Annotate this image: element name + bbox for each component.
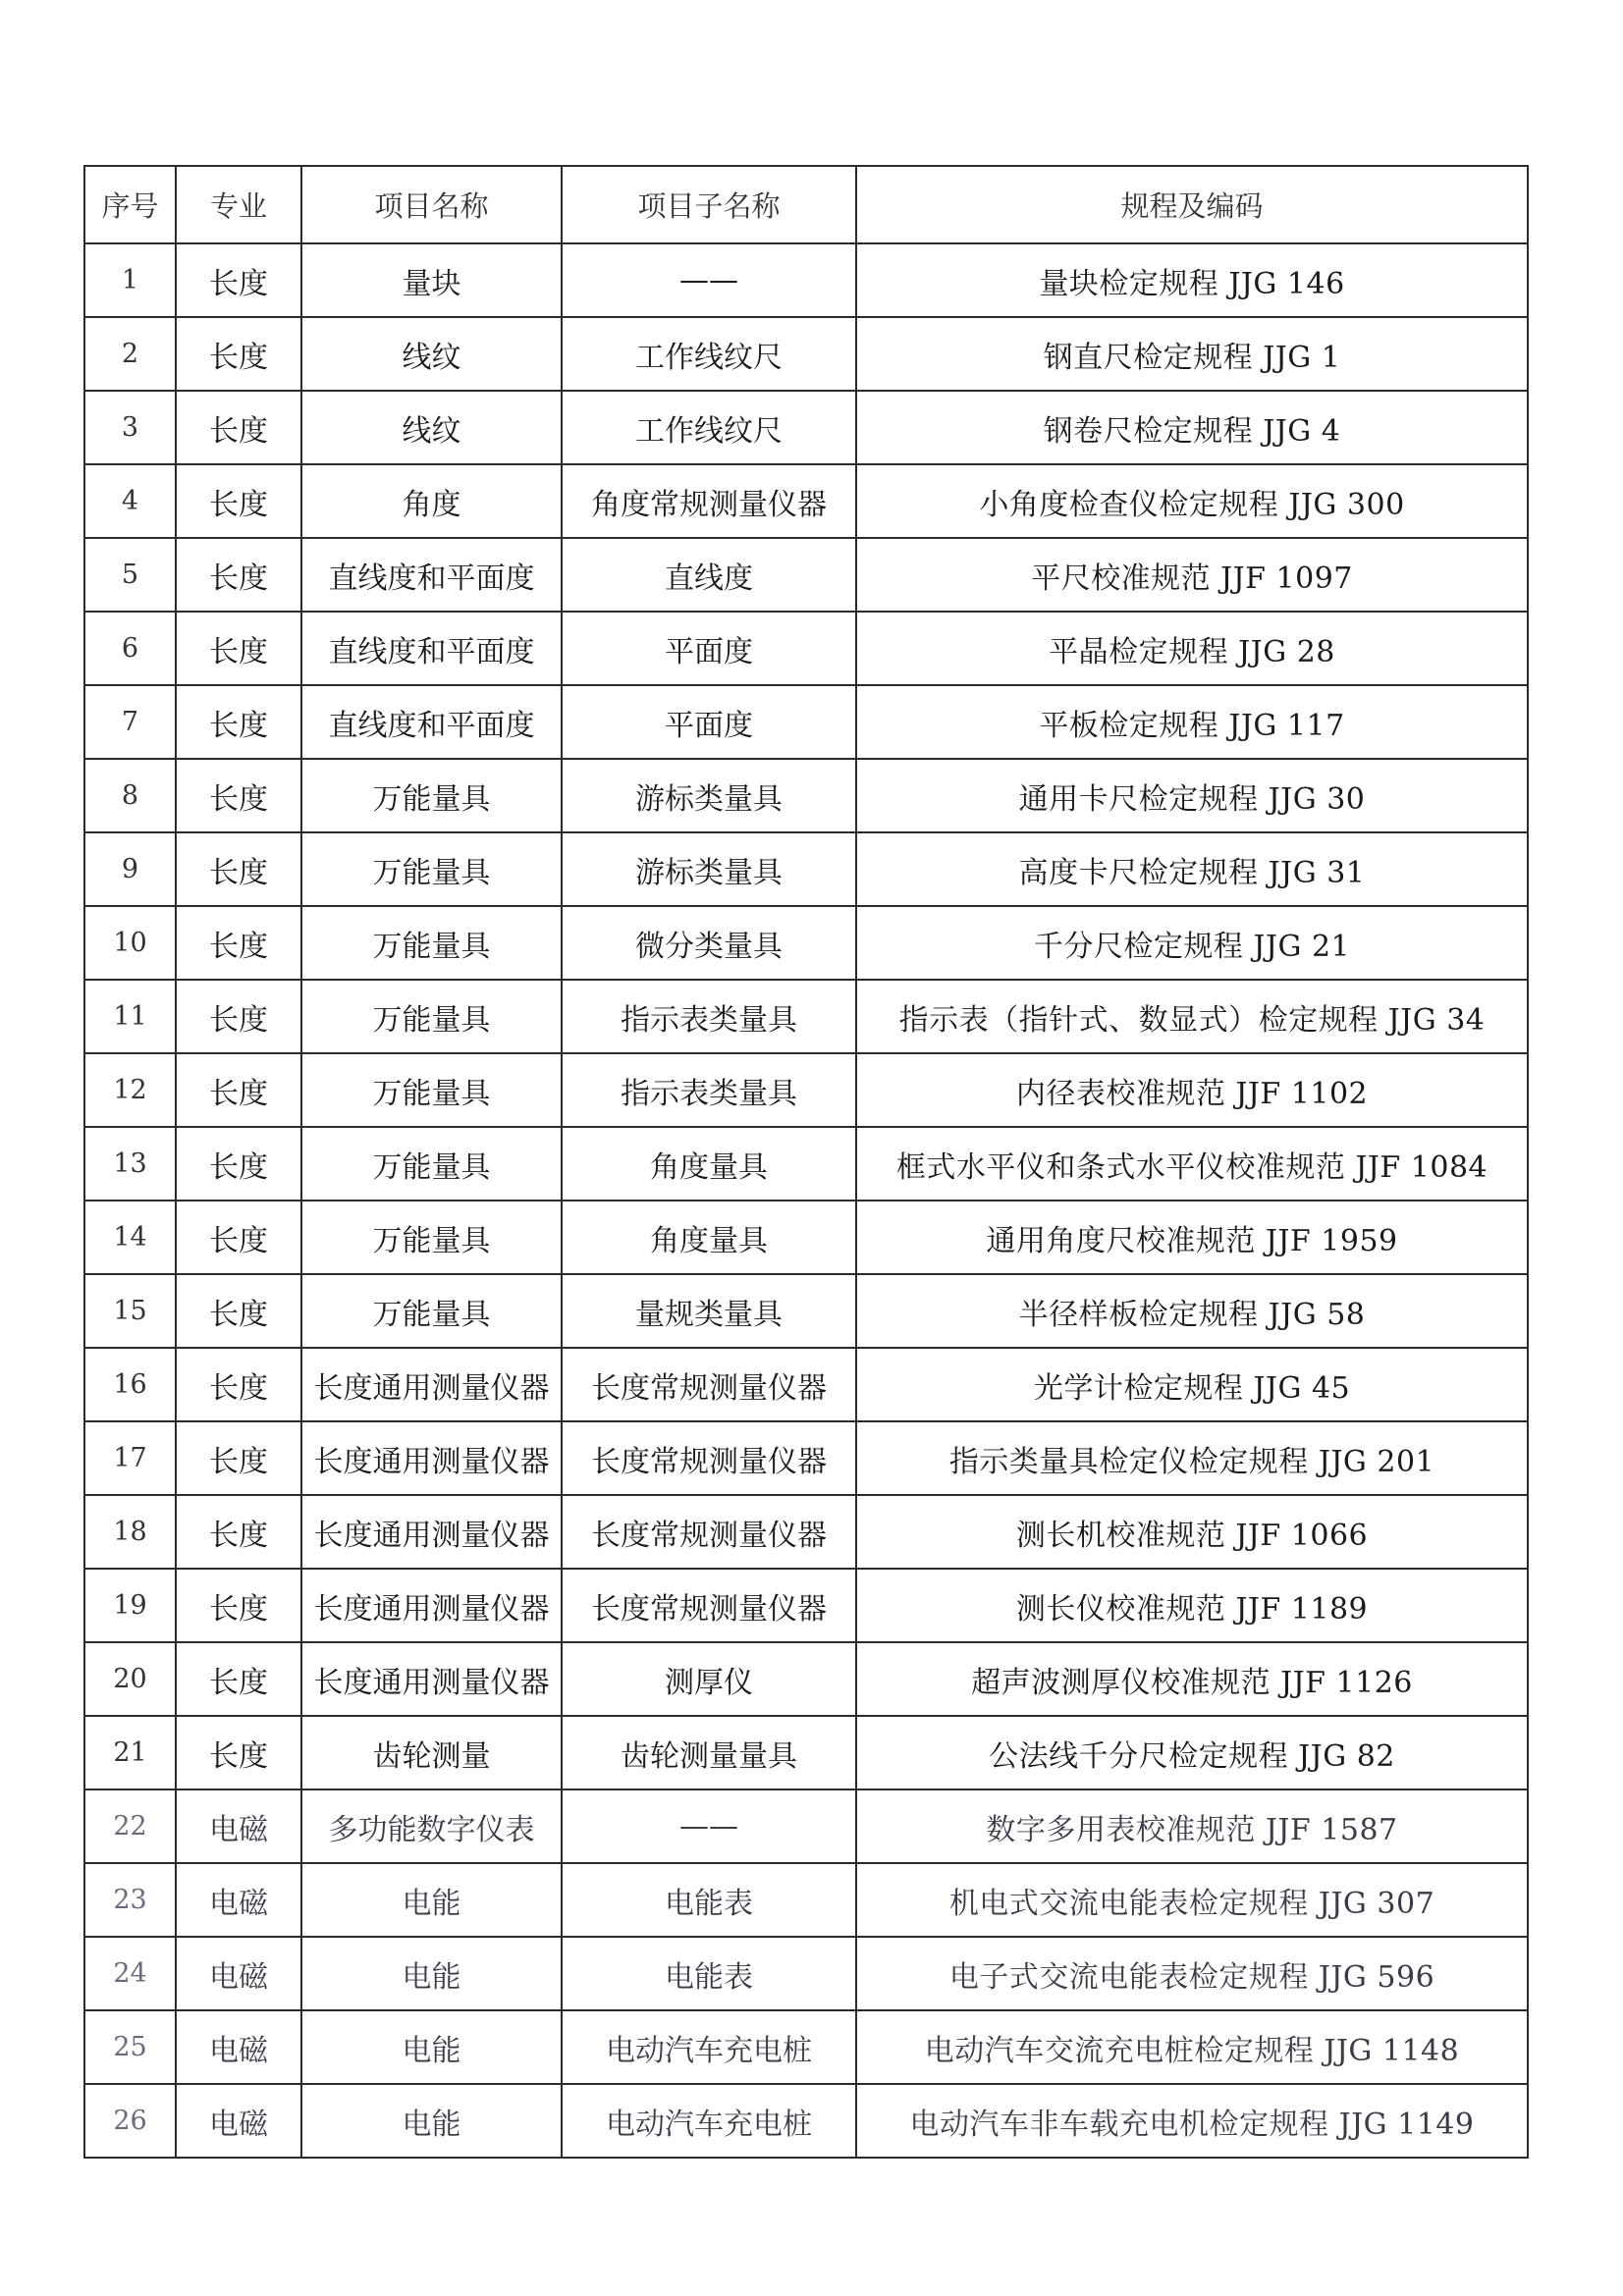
cell-subproject-name: 电动汽车充电桩: [562, 2010, 856, 2084]
cell-specialty: 长度: [176, 243, 301, 317]
cell-project-name: 万能量具: [301, 906, 562, 980]
cell-project-name: 长度通用测量仪器: [301, 1569, 562, 1642]
cell-project-name: 万能量具: [301, 1274, 562, 1348]
cell-regulation-code: 平晶检定规程 JJG 28: [856, 612, 1528, 685]
cell-serial-number: 6: [84, 612, 176, 685]
cell-serial-number: 20: [84, 1642, 176, 1716]
cell-regulation-code: 光学计检定规程 JJG 45: [856, 1348, 1528, 1421]
cell-subproject-name: 长度常规测量仪器: [562, 1421, 856, 1495]
cell-serial-number: 12: [84, 1053, 176, 1127]
cell-regulation-code: 平板检定规程 JJG 117: [856, 685, 1528, 759]
cell-specialty: 电磁: [176, 1863, 301, 1937]
cell-serial-number: 24: [84, 1937, 176, 2010]
cell-subproject-name: 游标类量具: [562, 759, 856, 832]
table-row: [84, 1421, 1528, 1495]
cell-regulation-code: 钢卷尺检定规程 JJG 4: [856, 391, 1528, 464]
cell-subproject-name: 游标类量具: [562, 832, 856, 906]
cell-project-name: 角度: [301, 464, 562, 538]
table-row: [84, 1642, 1528, 1716]
table-row: [84, 980, 1528, 1053]
cell-regulation-code: 数字多用表校准规范 JJF 1587: [856, 1789, 1528, 1863]
cell-subproject-name: ——: [562, 243, 856, 317]
cell-subproject-name: 直线度: [562, 538, 856, 612]
cell-specialty: 长度: [176, 317, 301, 391]
cell-serial-number: 3: [84, 391, 176, 464]
table-row: [84, 2010, 1528, 2084]
table-row: [84, 1937, 1528, 2010]
table-row: [84, 612, 1528, 685]
table-row: [84, 1053, 1528, 1127]
cell-project-name: 齿轮测量: [301, 1716, 562, 1789]
cell-specialty: 电磁: [176, 1937, 301, 2010]
cell-project-name: 电能: [301, 2010, 562, 2084]
header-specialty: 专业: [176, 166, 301, 243]
cell-serial-number: 18: [84, 1495, 176, 1569]
cell-serial-number: 2: [84, 317, 176, 391]
cell-subproject-name: 齿轮测量量具: [562, 1716, 856, 1789]
regulation-table: [83, 165, 1529, 2159]
cell-regulation-code: 半径样板检定规程 JJG 58: [856, 1274, 1528, 1348]
cell-subproject-name: 测厚仪: [562, 1642, 856, 1716]
cell-subproject-name: 角度量具: [562, 1201, 856, 1274]
cell-project-name: 万能量具: [301, 1127, 562, 1201]
table-row: [84, 391, 1528, 464]
cell-serial-number: 11: [84, 980, 176, 1053]
cell-project-name: 万能量具: [301, 832, 562, 906]
cell-specialty: 长度: [176, 1127, 301, 1201]
cell-regulation-code: 量块检定规程 JJG 146: [856, 243, 1528, 317]
cell-project-name: 量块: [301, 243, 562, 317]
cell-serial-number: 9: [84, 832, 176, 906]
cell-specialty: 长度: [176, 685, 301, 759]
table-row: [84, 1716, 1528, 1789]
cell-serial-number: 17: [84, 1421, 176, 1495]
cell-regulation-code: 测长机校准规范 JJF 1066: [856, 1495, 1528, 1569]
cell-project-name: 电能: [301, 1863, 562, 1937]
cell-regulation-code: 公法线千分尺检定规程 JJG 82: [856, 1716, 1528, 1789]
cell-specialty: 长度: [176, 832, 301, 906]
cell-project-name: 直线度和平面度: [301, 538, 562, 612]
cell-subproject-name: 指示表类量具: [562, 1053, 856, 1127]
table-row: [84, 1495, 1528, 1569]
cell-subproject-name: ——: [562, 1789, 856, 1863]
cell-specialty: 长度: [176, 980, 301, 1053]
cell-specialty: 长度: [176, 1421, 301, 1495]
cell-project-name: 线纹: [301, 391, 562, 464]
table-row: [84, 1274, 1528, 1348]
cell-project-name: 电能: [301, 1937, 562, 2010]
cell-serial-number: 16: [84, 1348, 176, 1421]
cell-specialty: 长度: [176, 1642, 301, 1716]
cell-regulation-code: 测长仪校准规范 JJF 1189: [856, 1569, 1528, 1642]
table-header: [84, 166, 1528, 243]
cell-regulation-code: 高度卡尺检定规程 JJG 31: [856, 832, 1528, 906]
cell-specialty: 长度: [176, 1201, 301, 1274]
cell-project-name: 直线度和平面度: [301, 612, 562, 685]
header-project-name: 项目名称: [301, 166, 562, 243]
cell-specialty: 长度: [176, 1274, 301, 1348]
table-row: [84, 1201, 1528, 1274]
table-row: [84, 317, 1528, 391]
cell-regulation-code: 电子式交流电能表检定规程 JJG 596: [856, 1937, 1528, 2010]
cell-serial-number: 14: [84, 1201, 176, 1274]
cell-serial-number: 23: [84, 1863, 176, 1937]
cell-project-name: 长度通用测量仪器: [301, 1642, 562, 1716]
cell-serial-number: 13: [84, 1127, 176, 1201]
cell-subproject-name: 平面度: [562, 685, 856, 759]
cell-regulation-code: 指示表（指针式、数显式）检定规程 JJG 34: [856, 980, 1528, 1053]
cell-regulation-code: 超声波测厚仪校准规范 JJF 1126: [856, 1642, 1528, 1716]
table-row: [84, 1789, 1528, 1863]
cell-specialty: 长度: [176, 464, 301, 538]
cell-project-name: 万能量具: [301, 759, 562, 832]
cell-serial-number: 5: [84, 538, 176, 612]
cell-specialty: 长度: [176, 1348, 301, 1421]
cell-subproject-name: 微分类量具: [562, 906, 856, 980]
cell-subproject-name: 长度常规测量仪器: [562, 1348, 856, 1421]
cell-project-name: 线纹: [301, 317, 562, 391]
cell-specialty: 长度: [176, 1053, 301, 1127]
cell-project-name: 电能: [301, 2084, 562, 2158]
cell-regulation-code: 电动汽车非车载充电机检定规程 JJG 1149: [856, 2084, 1528, 2158]
cell-regulation-code: 通用角度尺校准规范 JJF 1959: [856, 1201, 1528, 1274]
cell-serial-number: 15: [84, 1274, 176, 1348]
cell-project-name: 长度通用测量仪器: [301, 1421, 562, 1495]
cell-regulation-code: 小角度检查仪检定规程 JJG 300: [856, 464, 1528, 538]
cell-subproject-name: 工作线纹尺: [562, 391, 856, 464]
cell-regulation-code: 千分尺检定规程 JJG 21: [856, 906, 1528, 980]
cell-project-name: 直线度和平面度: [301, 685, 562, 759]
cell-regulation-code: 电动汽车交流充电桩检定规程 JJG 1148: [856, 2010, 1528, 2084]
header-regulation-code: 规程及编码: [856, 166, 1528, 243]
cell-serial-number: 22: [84, 1789, 176, 1863]
cell-specialty: 长度: [176, 759, 301, 832]
cell-subproject-name: 电能表: [562, 1937, 856, 2010]
cell-regulation-code: 钢直尺检定规程 JJG 1: [856, 317, 1528, 391]
cell-serial-number: 26: [84, 2084, 176, 2158]
cell-regulation-code: 指示类量具检定仪检定规程 JJG 201: [856, 1421, 1528, 1495]
cell-subproject-name: 长度常规测量仪器: [562, 1495, 856, 1569]
cell-specialty: 长度: [176, 1495, 301, 1569]
cell-regulation-code: 内径表校准规范 JJF 1102: [856, 1053, 1528, 1127]
cell-subproject-name: 角度常规测量仪器: [562, 464, 856, 538]
header-row: [84, 166, 1528, 243]
cell-project-name: 万能量具: [301, 1053, 562, 1127]
cell-regulation-code: 框式水平仪和条式水平仪校准规范 JJF 1084: [856, 1127, 1528, 1201]
table-row: [84, 1348, 1528, 1421]
document-sheet: [83, 165, 1527, 2159]
cell-project-name: 长度通用测量仪器: [301, 1495, 562, 1569]
cell-subproject-name: 长度常规测量仪器: [562, 1569, 856, 1642]
cell-regulation-code: 机电式交流电能表检定规程 JJG 307: [856, 1863, 1528, 1937]
cell-serial-number: 25: [84, 2010, 176, 2084]
cell-specialty: 长度: [176, 1716, 301, 1789]
table-row: [84, 2084, 1528, 2158]
table-row: [84, 538, 1528, 612]
cell-specialty: 电磁: [176, 2010, 301, 2084]
cell-project-name: 长度通用测量仪器: [301, 1348, 562, 1421]
cell-serial-number: 10: [84, 906, 176, 980]
table-row: [84, 1569, 1528, 1642]
header-serial-number: 序号: [84, 166, 176, 243]
cell-serial-number: 8: [84, 759, 176, 832]
cell-subproject-name: 量规类量具: [562, 1274, 856, 1348]
cell-regulation-code: 通用卡尺检定规程 JJG 30: [856, 759, 1528, 832]
cell-project-name: 多功能数字仪表: [301, 1789, 562, 1863]
cell-subproject-name: 电能表: [562, 1863, 856, 1937]
table-row: [84, 759, 1528, 832]
table-row: [84, 464, 1528, 538]
table-row: [84, 685, 1528, 759]
cell-subproject-name: 工作线纹尺: [562, 317, 856, 391]
cell-subproject-name: 电动汽车充电桩: [562, 2084, 856, 2158]
table-row: [84, 832, 1528, 906]
cell-specialty: 长度: [176, 391, 301, 464]
table-body: [84, 243, 1528, 2158]
table-row: [84, 1127, 1528, 1201]
cell-specialty: 电磁: [176, 1789, 301, 1863]
table-row: [84, 906, 1528, 980]
cell-regulation-code: 平尺校准规范 JJF 1097: [856, 538, 1528, 612]
cell-specialty: 电磁: [176, 2084, 301, 2158]
cell-serial-number: 7: [84, 685, 176, 759]
cell-serial-number: 19: [84, 1569, 176, 1642]
cell-specialty: 长度: [176, 1569, 301, 1642]
cell-specialty: 长度: [176, 906, 301, 980]
cell-specialty: 长度: [176, 538, 301, 612]
cell-serial-number: 4: [84, 464, 176, 538]
cell-project-name: 万能量具: [301, 980, 562, 1053]
table-row: [84, 1863, 1528, 1937]
cell-subproject-name: 平面度: [562, 612, 856, 685]
table-row: [84, 243, 1528, 317]
header-subproject-name: 项目子名称: [562, 166, 856, 243]
cell-subproject-name: 角度量具: [562, 1127, 856, 1201]
cell-serial-number: 1: [84, 243, 176, 317]
cell-serial-number: 21: [84, 1716, 176, 1789]
cell-specialty: 长度: [176, 612, 301, 685]
cell-subproject-name: 指示表类量具: [562, 980, 856, 1053]
cell-project-name: 万能量具: [301, 1201, 562, 1274]
